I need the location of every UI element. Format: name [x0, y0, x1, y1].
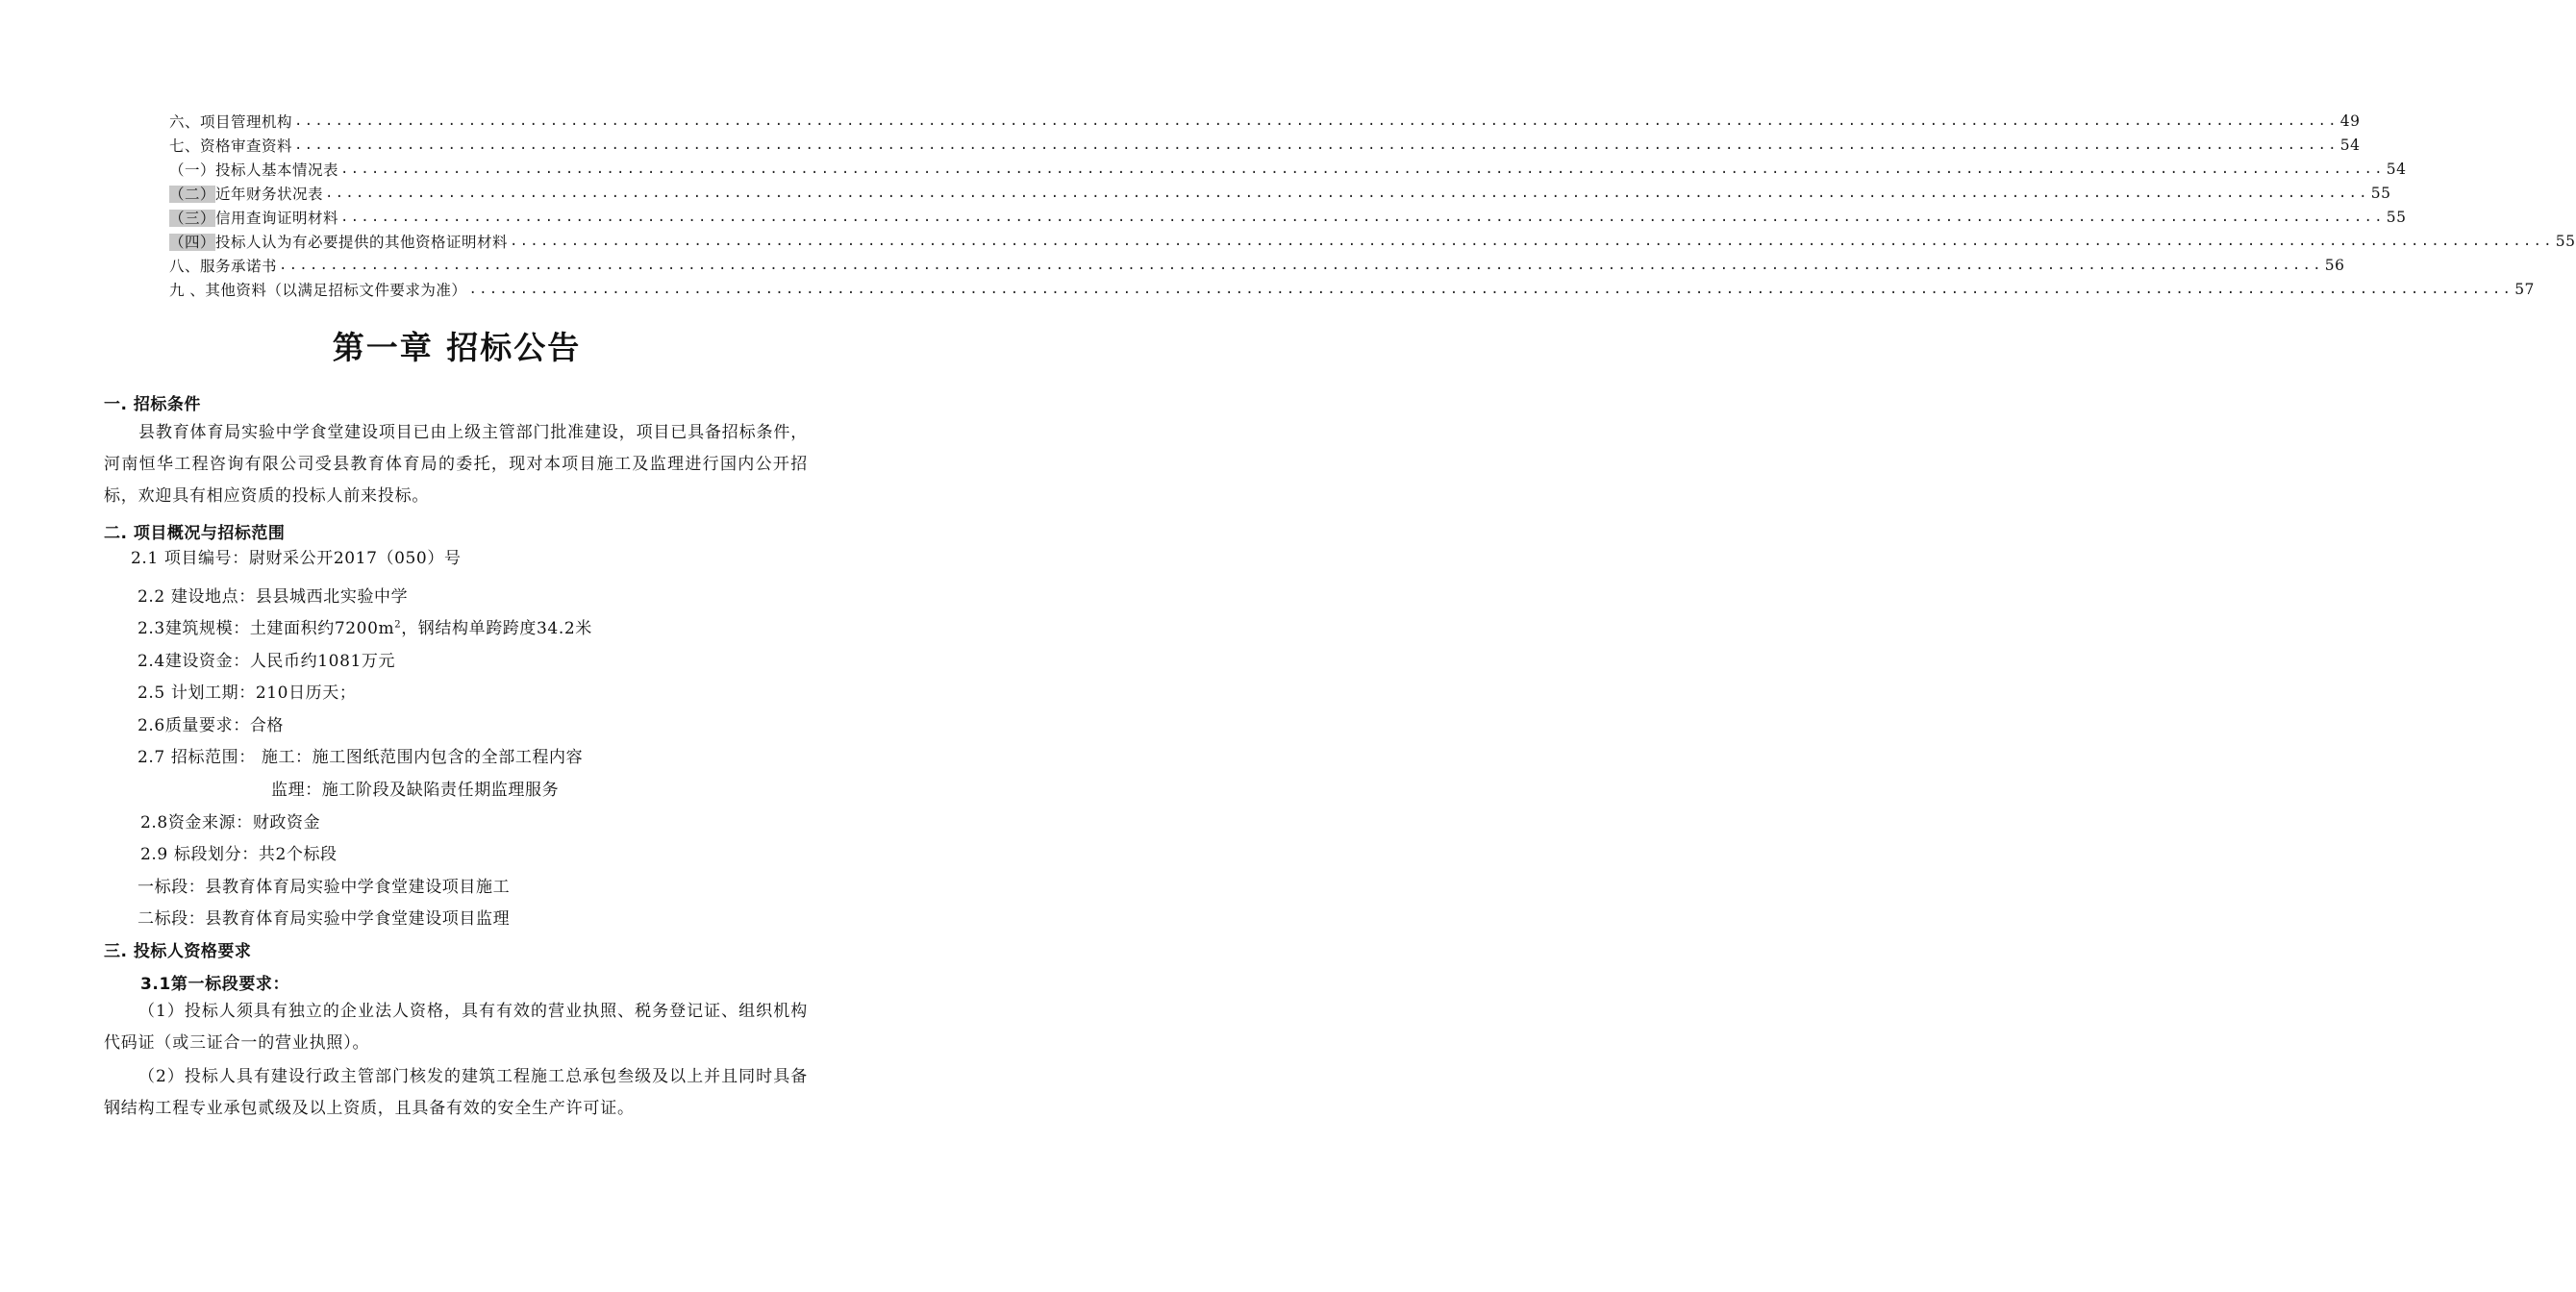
toc-dot-leader: ........................................................................................................................................................................................................	[468, 282, 2513, 297]
toc-page-number: 57	[2514, 281, 2535, 298]
toc-entry-text: 七、资格审查资料	[169, 137, 293, 155]
requirement-2: （2）投标人具有建设行政主管部门核发的建筑工程施工总承包叁级及以上并且同时具备钢结构工程专业承包贰级及以上资质，且具备有效的安全生产许可证。	[104, 1067, 808, 1118]
toc-entry[interactable]	[169, 111, 2361, 132]
toc-entry-text: 六、项目管理机构	[169, 113, 293, 131]
item-2-6: 2.6质量要求：合格	[138, 716, 285, 735]
toc-dot-leader: ........................................................................................................................................................................................................	[294, 137, 2338, 153]
item-2-7: 2.7 招标范围： 施工：施工图纸范围内包含的全部工程内容	[138, 748, 584, 767]
toc-entry-text: （一）投标人基本情况表	[169, 162, 339, 179]
toc-entry-text: 信用查询证明材料	[215, 210, 339, 227]
toc-entry[interactable]	[169, 255, 2345, 276]
toc-page-number: 54	[2386, 161, 2407, 178]
toc-entry-label	[169, 183, 323, 204]
toc-dot-leader: ........................................................................................................................................................................................................	[325, 186, 2369, 201]
toc-entry[interactable]	[169, 279, 2535, 300]
item-2-9: 2.9 标段划分：共2个标段	[140, 845, 338, 864]
item-2-1: 2.1 项目编号：尉财采公开2017（050）号	[131, 549, 462, 568]
chapter-title: 第一章 招标公告	[332, 329, 582, 366]
toc-dot-leader: ........................................................................................................................................................................................................	[340, 210, 2385, 225]
toc-entry-label	[169, 135, 292, 156]
toc-dot-leader: ........................................................................................................................................................................................................	[340, 162, 2385, 177]
item-2-8: 2.8资金来源：财政资金	[140, 813, 321, 832]
toc-entry-label	[169, 111, 292, 132]
section-1-paragraph: 县教育体育局实验中学食堂建设项目已由上级主管部门批准建设，项目已具备招标条件，河南恒华工程咨询有限公司受县教育体育局的委托，现对本项目施工及监理进行国内公开招标，欢迎具有相应资质的投标人前来投标。	[104, 423, 808, 506]
toc-dot-leader: ........................................................................................................................................................................................................	[279, 258, 2323, 273]
section-heading-1: 一. 招标条件	[104, 395, 201, 414]
item-2-7-supervision: 监理：施工阶段及缺陷责任期监理服务	[271, 781, 560, 800]
item-2-3: 2.3建筑规模：土建面积约$7200m^2$，钢结构单跨跨度34.2米	[138, 619, 592, 638]
toc-dot-leader: ........................................................................................................................................................................................................	[510, 234, 2554, 249]
toc-entry-highlight: （二）	[169, 186, 216, 203]
toc-entry-text: 八、服务承诺书	[169, 258, 278, 275]
toc-page-number: 55	[2370, 185, 2391, 202]
section-heading-2: 二. 项目概况与招标范围	[104, 524, 286, 543]
toc-entry[interactable]	[169, 231, 2576, 252]
section-heading-3: 三. 投标人资格要求	[104, 942, 252, 961]
toc-dot-leader: ........................................................................................................................................................................................................	[294, 113, 2338, 129]
toc-entry-label	[169, 159, 338, 180]
subsection-3-1: 3.1第一标段要求：	[140, 975, 290, 994]
requirement-1: （1）投标人须具有独立的企业法人资格，具有有效的营业执照、税务登记证、组织机构代码证（或三证合一的营业执照）。	[104, 1002, 808, 1053]
toc-entry[interactable]	[169, 183, 2391, 204]
toc-entry-label	[169, 207, 338, 228]
item-2-5: 2.5 计划工期：210日历天；	[138, 683, 357, 703]
toc-entry-label	[169, 279, 466, 300]
toc-page-number: 54	[2339, 137, 2361, 154]
toc-entry[interactable]	[169, 159, 2407, 180]
lot-1: 一标段：县教育体育局实验中学食堂建设项目施工	[138, 878, 511, 897]
toc-entry-text: 投标人认为有必要提供的其他资格证明材料	[215, 234, 509, 251]
toc-entry[interactable]	[169, 135, 2361, 156]
toc-entry[interactable]	[169, 207, 2407, 228]
lot-2: 二标段：县教育体育局实验中学食堂建设项目监理	[138, 909, 511, 929]
toc-page-number: 49	[2339, 112, 2361, 130]
item-2-4: 2.4建设资金：人民币约1081万元	[138, 652, 396, 671]
item-2-2: 2.2 建设地点：县县城西北实验中学	[138, 587, 409, 607]
toc-page-number: 55	[2555, 233, 2576, 250]
toc-entry-label	[169, 255, 277, 276]
toc-entry-text: 近年财务状况表	[215, 186, 324, 203]
toc-page-number: 55	[2386, 209, 2407, 226]
toc-entry-highlight: （三）	[169, 210, 216, 227]
toc-entry-label	[169, 231, 508, 252]
toc-page-number: 56	[2324, 257, 2345, 274]
toc-entry-highlight: （四）	[169, 234, 216, 251]
toc-entry-text: 九 、其他资料（以满足招标文件要求为准）	[169, 282, 467, 299]
